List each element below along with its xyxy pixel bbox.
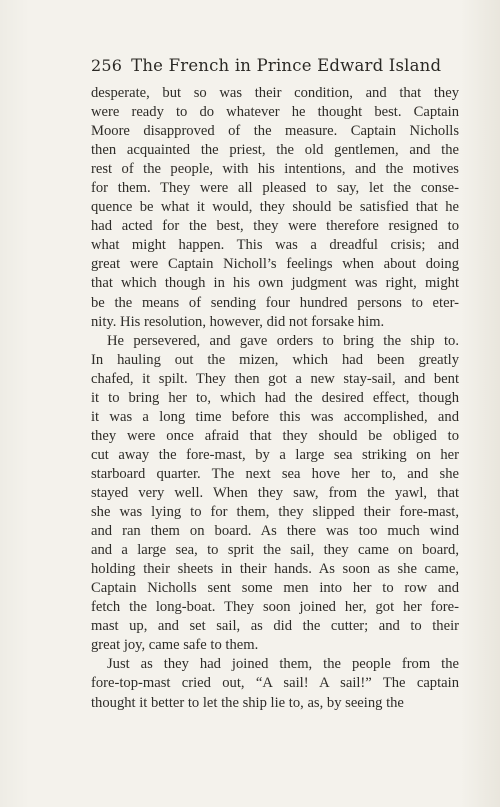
text-line: stayed very well. When they saw, from the yawl, that <box>91 484 459 501</box>
body-text <box>91 84 459 713</box>
text-line: and ran them on board. As there was too much wind <box>91 523 459 540</box>
text-line: what might happen. This was a dreadful crisis; and <box>91 237 459 254</box>
text-line: He persevered, and gave orders to bring the ship to. <box>107 332 459 349</box>
text-line: and a large sea, to sprit the sail, they came on board, <box>91 542 459 559</box>
text-line: In hauling out the mizen, which had been greatly <box>91 351 459 368</box>
text-line: were ready to do whatever he thought best. Captain <box>91 104 459 121</box>
text-line: it to bring her to, which had the desired effect, though <box>91 389 459 406</box>
page-number: 256 <box>91 56 123 75</box>
text-line: chafed, it spilt. They then got a new stay-sail, and bent <box>91 370 459 387</box>
text-line: great were Captain Nicholl’s feelings when about doing <box>91 256 459 273</box>
paragraph <box>91 84 459 332</box>
text-line: quence be what it would, they should be satisfied that he <box>91 199 459 216</box>
text-line: nity. His resolution, however, did not forsake him. <box>91 313 385 330</box>
text-line: desperate, but so was their condition, and that they <box>91 85 459 101</box>
text-line: great joy, came safe to them. <box>91 637 259 654</box>
text-line: holding their sheets in their hands. As soon as she came, <box>91 561 459 578</box>
text-line: they were once afraid that they should be obliged to <box>91 427 459 444</box>
text-line: rest of the people, with his intentions, and the motives <box>91 161 459 178</box>
running-title: The French in Prince Edward Island <box>131 56 442 75</box>
text-line: Just as they had joined them, the people from the <box>107 656 459 673</box>
text-line: had acted for the best, they were therefore resigned to <box>91 218 459 235</box>
text-line: cut away the fore-mast, by a large sea striking on her <box>91 446 459 463</box>
text-line: be the means of sending four hundred persons to eter- <box>91 294 459 311</box>
text-line: Captain Nicholls sent some men into her to row and <box>91 580 459 597</box>
text-line: Moore disapproved of the measure. Captain Nicholls <box>91 123 459 140</box>
text-line: mast up, and set sail, as did the cutter; and to their <box>91 618 459 635</box>
text-line: fore-top-mast cried out, “A sail! A sail!” The captain <box>91 675 459 692</box>
text-line: starboard quarter. The next sea hove her to, and she <box>91 465 459 482</box>
text-line: fetch the long-boat. They soon joined her, got her fore- <box>91 599 459 616</box>
text-line: it was a long time before this was accomplished, and <box>91 408 459 425</box>
text-line: that which though in his own judgment was right, might <box>91 275 459 292</box>
page-header <box>91 56 442 75</box>
paragraph <box>91 332 459 656</box>
text-line: for them. They were all pleased to say, let the conse- <box>91 180 459 197</box>
paragraph <box>91 655 459 712</box>
text-line: she was lying to for them, they slipped their fore-mast, <box>91 504 459 521</box>
text-line: thought it better to let the ship lie to, as, by seeing the <box>91 694 404 711</box>
text-line: then acquainted the priest, the old gentlemen, and the <box>91 142 459 159</box>
